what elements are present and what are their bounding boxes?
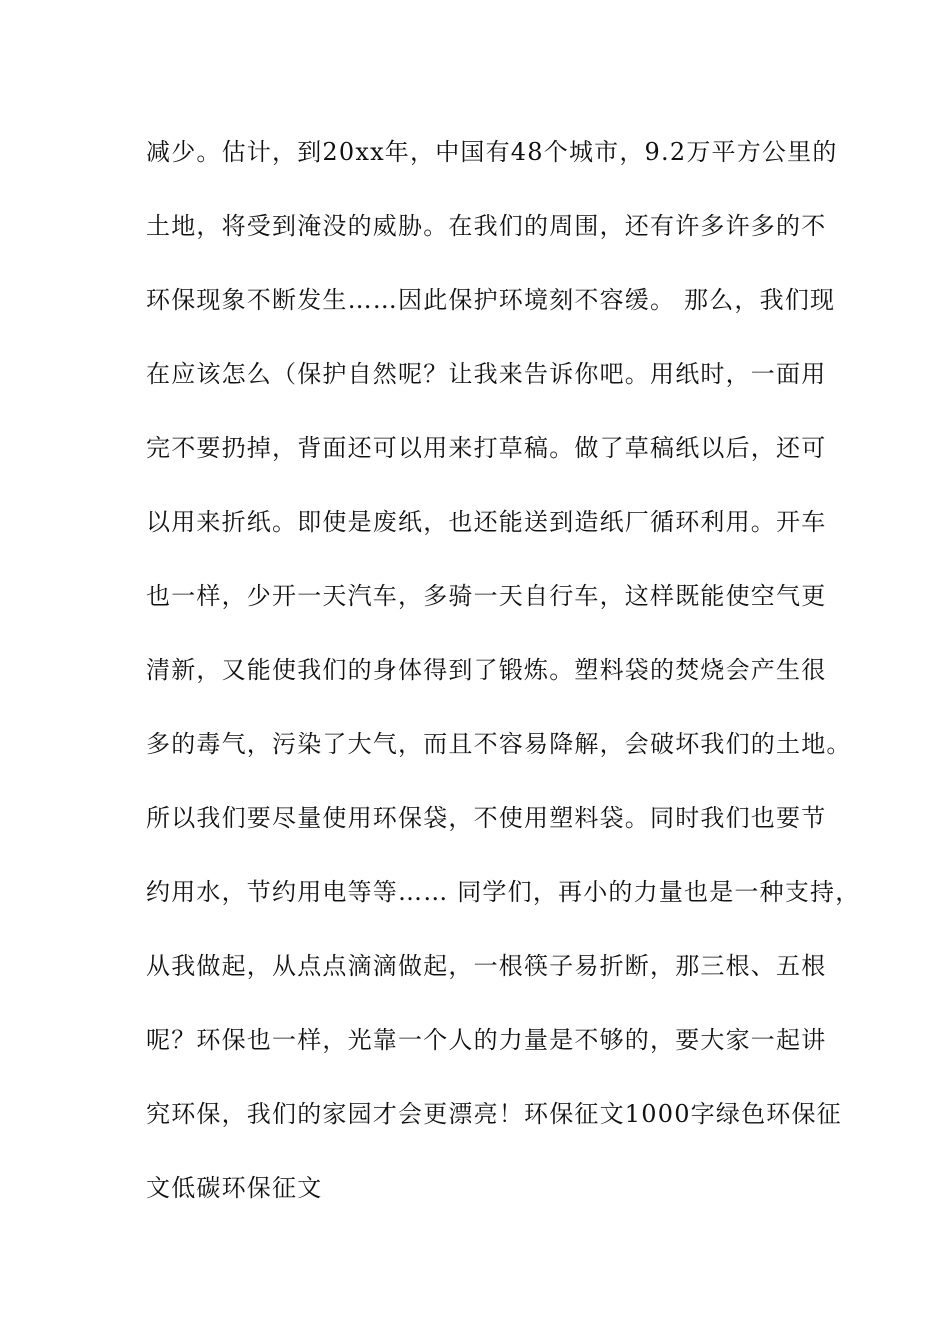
text-line-8: 清新，又能使我们的身体得到了锻炼。塑料袋的焚烧会产生很 xyxy=(146,656,827,684)
text-line-15: 文低碳环保征文 xyxy=(146,1174,323,1202)
text-line-6: 以用来折纸。即使是废纸，也还能送到造纸厂循环利用。开车 xyxy=(146,508,827,536)
text-line-11: 约用水，节约用电等等…… 同学们，再小的力量也是一种支持， xyxy=(146,878,861,906)
body-text xyxy=(146,130,861,1240)
text-line-5: 完不要扔掉，背面还可以用来打草稿。做了草稿纸以后，还可 xyxy=(146,434,827,462)
text-line-10: 所以我们要尽量使用环保袋，不使用塑料袋。同时我们也要节 xyxy=(146,804,827,832)
text-line-9: 多的毒气，污染了大气，而且不容易降解，会破坏我们的土地。 xyxy=(146,730,852,758)
text-line-1: 减少。估计，到20xx年，中国有48个城市，9.2万平方公里的 xyxy=(146,138,838,166)
text-line-7: 也一样，少开一天汽车，多骑一天自行车，这样既能使空气更 xyxy=(146,582,827,610)
text-line-14: 究环保，我们的家园才会更漂亮！环保征文1000字绿色环保征 xyxy=(146,1100,842,1128)
text-line-12: 从我做起，从点点滴滴做起，一根筷子易折断，那三根、五根 xyxy=(146,952,827,980)
text-line-2: 土地，将受到淹没的威胁。在我们的周围，还有许多许多的不 xyxy=(146,212,827,240)
text-line-13: 呢？环保也一样，光靠一个人的力量是不够的，要大家一起讲 xyxy=(146,1026,827,1054)
text-line-4: 在应该怎么（保护自然呢？让我来告诉你吧。用纸时，一面用 xyxy=(146,360,827,388)
text-line-3: 环保现象不断发生……因此保护环境刻不容缓。 那么，我们现 xyxy=(146,286,836,314)
